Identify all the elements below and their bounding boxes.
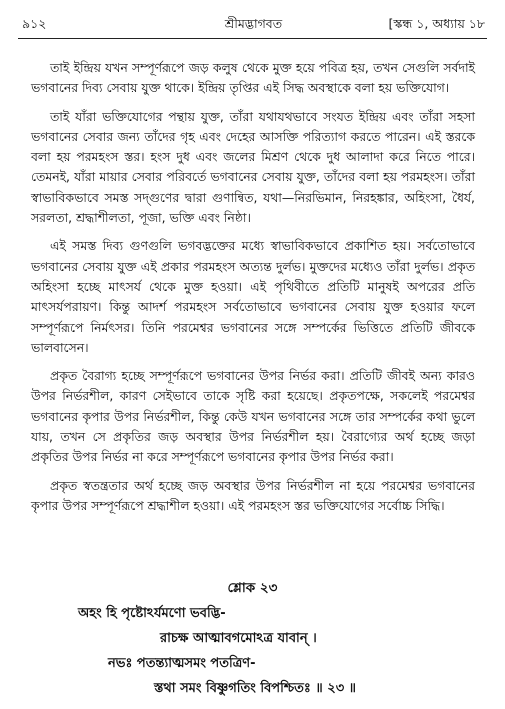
section-reference: [স্কন্ধ ১, অধ্যায় ১৮ (388, 16, 485, 31)
verse-title: শ্লোক ২৩ (227, 580, 278, 596)
book-title: শ্রীমদ্ভাগবত (224, 16, 283, 31)
header-rule (18, 38, 487, 39)
verse-line: স্তথা সমং বিষ্ণুগতিং বিপশ্চিতঃ ॥ ২৩ ॥ (154, 681, 357, 696)
verse-block (0, 576, 505, 701)
paragraph: এই সমস্ত দিব্য গুণগুলি ভগবদ্ভক্তের মধ্যে স্বাভাবিকভাবে প্রকাশিত হয়। সর্বতোভাবে ভগবানের সেবায় যুক্ত এই প্রকার পরমহংস অত্যন্ত দুর্লভ। মুক্তদের মধ্যেও তাঁরা দুর্লভ। প্রকৃত অহিংসা হচ্ছে মাৎসর্য থেকে মুক্ত হওয়া। এই পৃথিবীতে প্রতিটি মানুষই অপরের প্রতি মাৎসর্যপরায়ণ। কিন্তু আদর্শ পরমহংস সর্বতোভাবে ভগবানের সেবায় যুক্ত হওয়ার ফলে সম্পূর্ণরূপে নির্মৎসর। তিনি পরমেশ্বর ভগবানের সঙ্গে সম্পর্কের ভিত্তিতে প্রতিটি জীবকে ভালবাসেন। (31, 238, 475, 355)
verse-line: অহং হি পৃষ্টোঽর্যমণো ভবদ্ভি- (78, 606, 226, 621)
purport-text (31, 58, 475, 524)
page-number: ৯১২ (22, 16, 47, 31)
verse-line: রাচক্ষ আত্মাবগমোঽত্র যাবান্ । (160, 631, 317, 646)
paragraph: প্রকৃত স্বতন্ত্রতার অর্থ হচ্ছে জড় অবস্থার উপর নির্ভরশীল না হয়ে পরমেশ্বর ভগবানের কৃপার উপর সম্পূর্ণরূপে শ্রদ্ধাশীল হওয়া। এই পরমহংস স্তর ভক্তিযোগের সর্বোচ্চ সিদ্ধি। (31, 477, 475, 513)
paragraph: প্রকৃত বৈরাগ্য হচ্ছে সম্পূর্ণরূপে ভগবানের উপর নির্ভর করা। প্রতিটি জীবই অন্য কারও উপর নির্ভরশীল, কারণ সেইভাবে তাকে সৃষ্টি করা হয়েছে। প্রকৃতপক্ষে, সকলেই পরমেশ্বর ভগবানের কৃপার উপর নির্ভরশীল, কিন্তু কেউ যখন ভগবানের সঙ্গে তার সম্পর্কের কথা ভুলে যায়, তখন সে প্রকৃতির জড় অবস্থার উপর নির্ভরশীল হয়। বৈরাগ্যের অর্থ হচ্ছে জড়া প্রকৃতির উপর নির্ভর না করে সম্পূর্ণরূপে ভগবানের কৃপার উপর নির্ভর করা। (31, 368, 475, 465)
paragraph: তাই যাঁরা ভক্তিযোগের পন্থায় যুক্ত, তাঁরা যথাযথভাবে সংযত ইন্দ্রিয় এবং তাঁরা সহসা ভগবানের সেবার জন্য তাঁদের গৃহ এবং দেহের আসক্তি পরিত্যাগ করতে পারেন। এই স্তরকে বলা হয় পরমহংস স্তর। হংস দুধ এবং জলের মিশ্রণ থেকে দুধ আলাদা করে নিতে পারে। তেমনই, যাঁরা মায়ার সেবার পরিবর্তে ভগবানের সেবায় যুক্ত, তাঁদের বলা হয় পরমহংস। তাঁরা স্বাভাবিকভাবে সমস্ত সদ্গুণের দ্বারা গুণান্বিত, যথা—নিরভিমান, নিরহঙ্কার, অহিংসা, ধৈর্য, সরলতা, শ্রদ্ধাশীলতা, পূজা, ভক্তি এবং নিষ্ঠা। (31, 108, 475, 226)
verse-line: নভঃ পতন্ত্যাত্মসমং পতত্রিণ- (108, 656, 256, 671)
paragraph: তাই ইন্দ্রিয় যখন সম্পূর্ণরূপে জড় কলুষ থেকে মুক্ত হয়ে পবিত্র হয়, তখন সেগুলি সর্বদাই ভগবানের দিব্য সেবায় যুক্ত থাকে। ইন্দ্রিয় তৃপ্তির এই সিদ্ধ অবস্থাকে বলা হয় ভক্তিযোগ। (31, 60, 475, 96)
page-header (22, 13, 485, 35)
